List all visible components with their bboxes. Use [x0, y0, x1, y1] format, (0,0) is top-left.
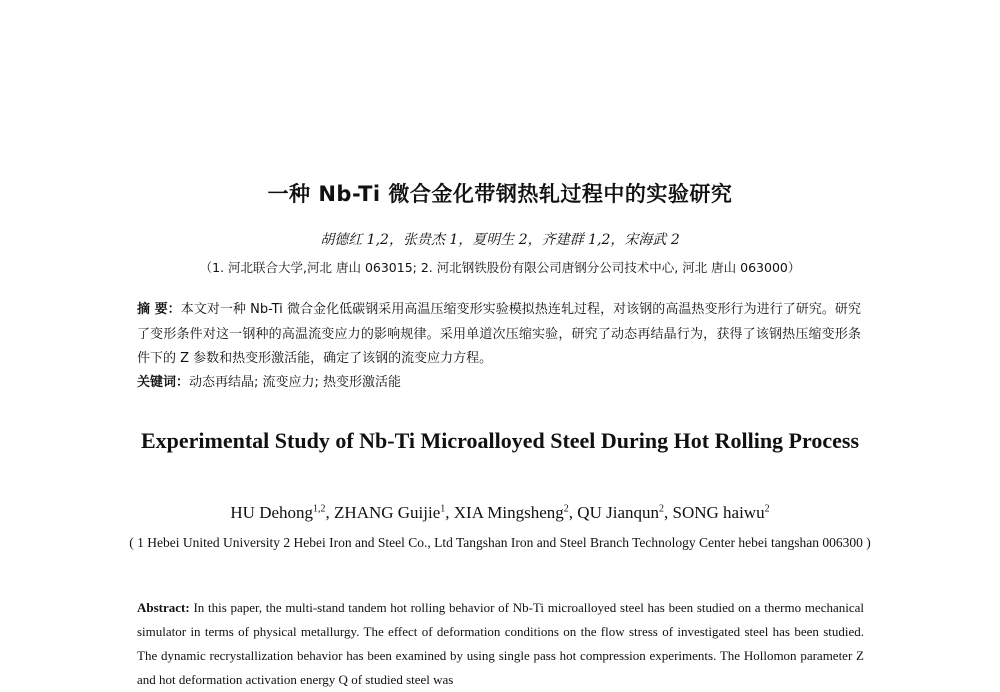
- author: QU Jianqun$^2$,: [577, 503, 673, 522]
- en-affiliation: ( 1 Hebei United University 2 Hebei Iron and Steel Co., Ltd Tangshan Iron and Steel Branch Technology Center hebei tangshan 006300 ): [129, 535, 871, 550]
- cn-abstract-text: 本文对一种 Nb-Ti 微合金化低碳钢采用高温压缩变形实验模拟热连轧过程，对该钢的高温热变形行为进行了研究。研究了变形条件对这一钢种的高温流变应力的影响规律。采用单道次压缩实验，研究了动态再结晶行为，获得了该钢热压缩变形条件下的 Z 参数和热变形激活能，确定了该钢的流变应力方程。: [137, 302, 861, 366]
- cn-keywords: [137, 373, 861, 393]
- cn-keywords-label: 关键词：: [137, 375, 190, 390]
- cn-abstract-label: 摘 要：: [137, 302, 181, 317]
- cn-abstract: [137, 298, 861, 372]
- en-abstract-text: In this paper, the multi-stand tandem hot rolling behavior of Nb-Ti microalloyed steel has been studied on a thermo mechanical simulator in terms of physical metallurgy. The effect of deformation conditions on the flow stress of investigated steel has been studied. The dynamic recrystallization behavior has been examined by using single pass hot compression experiments. The Hollomon parameter Z and hot deformation activation energy Q of studied steel was: [137, 600, 864, 687]
- author: XIA Mingsheng$^2$,: [453, 503, 578, 522]
- author: SONG haiwu$^2$: [672, 503, 770, 522]
- en-authors: [0, 503, 1000, 523]
- en-title: Experimental Study of Nb-Ti Microalloyed Steel During Hot Rolling Process: [140, 428, 860, 453]
- cn-authors: 胡德红 1,2，张贵杰 1，夏明生 2，齐建群 1,2，宋海武 2: [320, 232, 680, 248]
- author: ZHANG Guijie$^1$,: [334, 503, 454, 522]
- cn-affiliation: （1. 河北联合大学,河北 唐山 063015; 2. 河北钢铁股份有限公司唐钢分公司技术中心, 河北 唐山 063000）: [199, 260, 801, 275]
- en-abstract-label: Abstract:: [137, 600, 190, 615]
- en-abstract: [137, 596, 864, 692]
- author: HU Dehong$^{1,2}$,: [230, 503, 335, 522]
- cn-keywords-text: 动态再结晶; 流变应力; 热变形激活能: [189, 375, 402, 390]
- cn-title: 一种 Nb-Ti 微合金化带钢热轧过程中的实验研究: [267, 182, 733, 206]
